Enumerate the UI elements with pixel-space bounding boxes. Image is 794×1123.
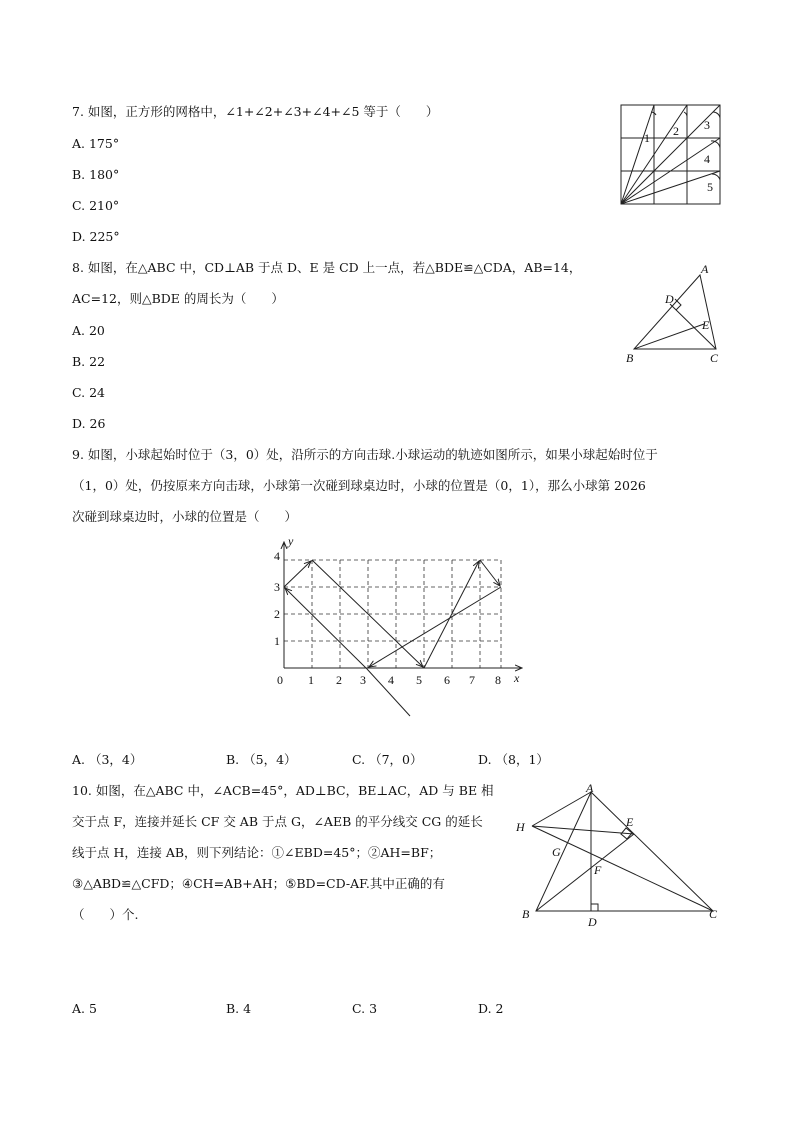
q7-angle-2-label: 2 bbox=[673, 124, 679, 138]
q9-xtick-7: 7 bbox=[469, 673, 475, 687]
q10-label-d: D bbox=[588, 915, 597, 929]
q10-label-b: B bbox=[522, 907, 530, 921]
q9-stem-line2: （1，0）处，仍按原来方向击球，小球第一次碰到球桌边时，小球的位置是（0，1），那么小球第 2026 bbox=[72, 478, 646, 493]
q7-angle-5-label: 5 bbox=[707, 180, 713, 194]
q8-label-c: C bbox=[710, 351, 719, 365]
q7-angle-3-label: 3 bbox=[704, 118, 710, 132]
q9-xtick-4: 4 bbox=[388, 673, 394, 687]
q9-y-axis-label: y bbox=[288, 534, 294, 548]
q9-xtick-8: 8 bbox=[495, 673, 501, 687]
q10-stem-line2: 交于点 F，连接并延长 CF 交 AB 于点 G，∠AEB 的平分线交 CG 的延长 bbox=[72, 814, 483, 829]
q9-option-a[interactable]: A. （3，4） bbox=[72, 752, 143, 767]
q10-label-h: H bbox=[516, 820, 525, 834]
q10-option-d[interactable]: D. 2 bbox=[478, 1001, 504, 1016]
q9-option-b[interactable]: B. （5，4） bbox=[226, 752, 297, 767]
q9-billiard-figure bbox=[266, 536, 536, 720]
q9-ytick-2: 2 bbox=[274, 607, 280, 621]
q9-ytick-4: 4 bbox=[274, 549, 280, 563]
q9-stem-line3: 次碰到球桌边时，小球的位置是（ ） bbox=[72, 509, 298, 524]
q9-stem-line1: 9. 如图，小球起始时位于（3，0）处，沿所示的方向击球.小球运动的轨迹如图所示，如果小球起始时位于 bbox=[72, 447, 658, 462]
q7-grid-figure bbox=[618, 102, 724, 208]
q9-ytick-3: 3 bbox=[274, 580, 280, 594]
q9-xtick-3: 3 bbox=[360, 673, 366, 687]
q8-option-c[interactable]: C. 24 bbox=[72, 385, 105, 400]
q9-xtick-2: 2 bbox=[336, 673, 342, 687]
q10-triangle-figure bbox=[510, 780, 726, 930]
q7-option-c[interactable]: C. 210° bbox=[72, 198, 120, 213]
q9-option-d[interactable]: D. （8，1） bbox=[478, 752, 549, 767]
q10-stem-line3: 线于点 H，连接 AB，则下列结论：①∠EBD=45°；②AH=BF； bbox=[72, 845, 442, 860]
q7-angle-4-label: 4 bbox=[704, 152, 710, 166]
q10-label-g: G bbox=[552, 845, 561, 859]
q7-option-a[interactable]: A. 175° bbox=[72, 136, 120, 151]
q10-stem-line4: ③△ABD≌△CFD；④CH=AB+AH；⑤BD=CD-AF.其中正确的有 bbox=[72, 876, 445, 891]
q8-label-b: B bbox=[626, 351, 634, 365]
q9-xtick-5: 5 bbox=[416, 673, 422, 687]
q8-label-d: D bbox=[665, 292, 674, 306]
q8-option-b[interactable]: B. 22 bbox=[72, 354, 106, 369]
q8-stem-line1: 8. 如图，在△ABC 中，CD⊥AB 于点 D、E 是 CD 上一点，若△BDE≌△CDA，AB=14， bbox=[72, 260, 582, 275]
q8-option-a[interactable]: A. 20 bbox=[72, 323, 105, 338]
q9-xtick-1: 1 bbox=[308, 673, 314, 687]
q10-label-f: F bbox=[594, 863, 602, 877]
q10-label-c: C bbox=[709, 907, 718, 921]
q10-label-a: A bbox=[586, 781, 594, 795]
q7-angle-1-label: 1 bbox=[644, 131, 650, 145]
q7-option-b[interactable]: B. 180° bbox=[72, 167, 120, 182]
q8-option-d[interactable]: D. 26 bbox=[72, 416, 106, 431]
q8-label-e: E bbox=[702, 318, 710, 332]
q9-x-axis-label: x bbox=[514, 671, 520, 685]
q7-option-d[interactable]: D. 225° bbox=[72, 229, 120, 244]
q8-label-a: A bbox=[701, 262, 709, 276]
q10-option-b[interactable]: B. 4 bbox=[226, 1001, 252, 1016]
q10-stem-line1: 10. 如图，在△ABC 中，∠ACB=45°，AD⊥BC，BE⊥AC，AD 与 BE 相 bbox=[72, 783, 494, 798]
q10-stem-line5: （ ）个. bbox=[72, 907, 139, 922]
q9-xtick-6: 6 bbox=[444, 673, 450, 687]
q10-option-c[interactable]: C. 3 bbox=[352, 1001, 378, 1016]
q9-origin-label: 0 bbox=[277, 673, 283, 687]
q8-triangle-figure bbox=[624, 258, 728, 368]
q8-stem-line2: AC=12，则△BDE 的周长为（ ） bbox=[72, 291, 284, 306]
q7-stem: 7. 如图，正方形的网格中，∠1+∠2+∠3+∠4+∠5 等于（ ） bbox=[72, 104, 439, 119]
q10-option-a[interactable]: A. 5 bbox=[72, 1001, 97, 1016]
q9-ytick-1: 1 bbox=[274, 634, 280, 648]
q10-label-e: E bbox=[626, 815, 634, 829]
q9-option-c[interactable]: C. （7，0） bbox=[352, 752, 423, 767]
